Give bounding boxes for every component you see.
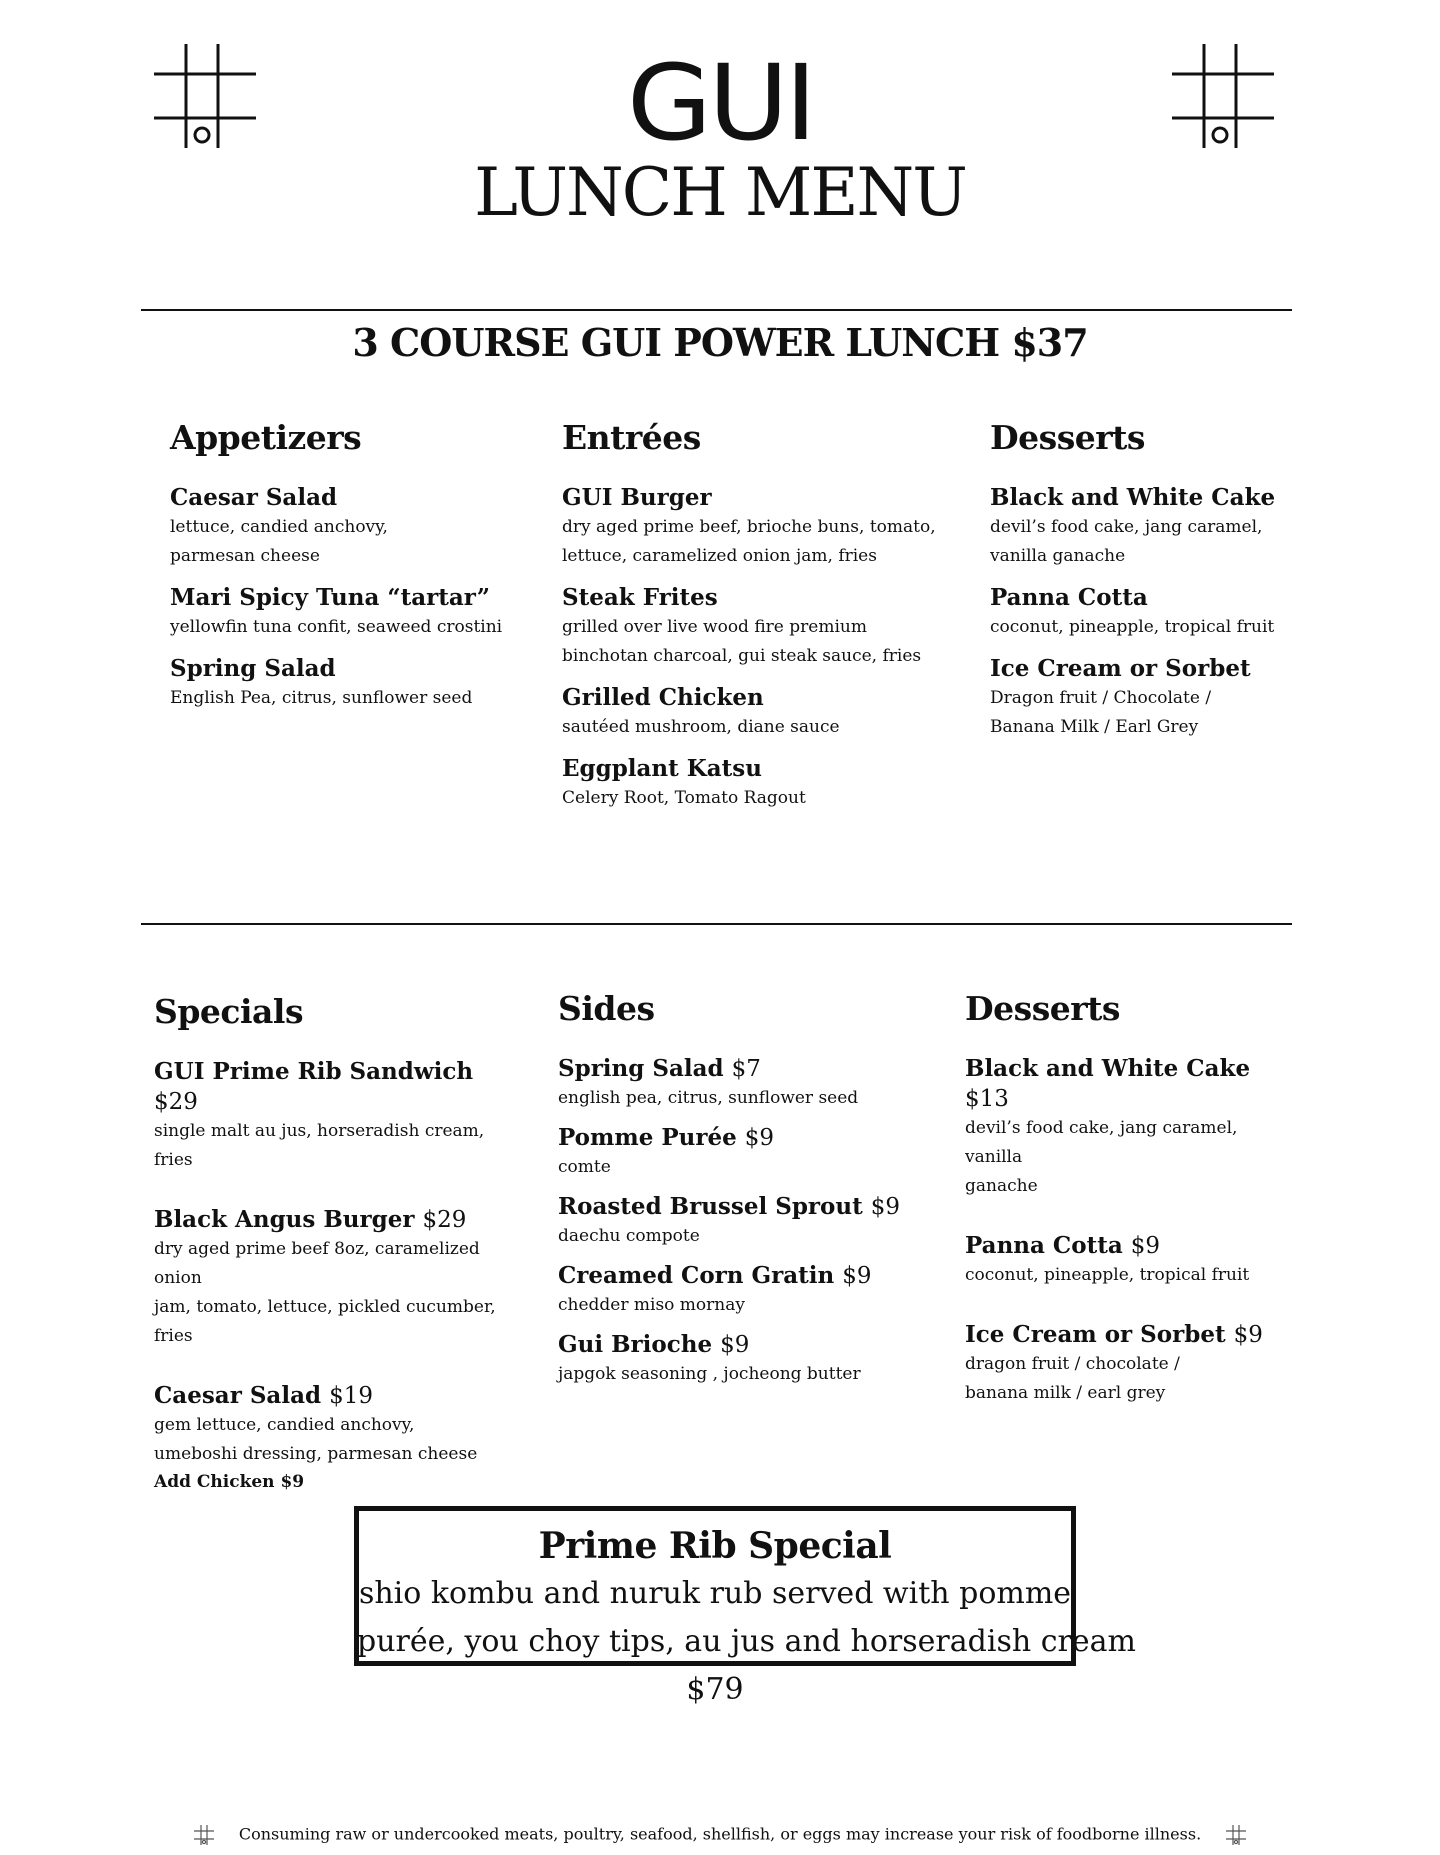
prime-rib-special-box xyxy=(354,1506,1136,1707)
menu-item-name: GUI Burger xyxy=(562,484,712,511)
menu-item-price: $9 xyxy=(842,1263,872,1289)
menu-item xyxy=(965,1054,1295,1201)
menu-item-description: sautéed mushroom, diane sauce xyxy=(562,717,840,737)
menu-item xyxy=(558,1123,938,1182)
section-heading: Sides xyxy=(558,989,655,1028)
brand-logo-text: GUI xyxy=(626,42,814,164)
section-heading: Appetizers xyxy=(170,418,362,457)
a-la-carte-desserts-column xyxy=(965,989,1295,1438)
menu-item-name-line xyxy=(154,1381,514,1411)
menu-item-description: banana milk / earl grey xyxy=(965,1383,1166,1403)
menu-item-description: devil’s food cake, jang caramel, vanilla xyxy=(965,1118,1238,1167)
menu-item-description: devil’s food cake, jang caramel, xyxy=(990,517,1263,537)
menu-item-name-line xyxy=(965,1320,1295,1350)
menu-item-name-line xyxy=(990,583,1310,613)
menu-item-description: chedder miso mornay xyxy=(558,1295,745,1315)
menu-item-name: Spring Salad xyxy=(558,1055,724,1082)
menu-item-description: japgok seasoning , jocheong butter xyxy=(558,1364,861,1384)
menu-item-description: daechu compote xyxy=(558,1226,700,1246)
menu-item-price: $9 xyxy=(720,1332,750,1358)
menu-item-name-line xyxy=(562,683,942,713)
menu-item xyxy=(558,1192,938,1251)
menu-item-name-line xyxy=(965,1054,1295,1114)
menu-item-price: $29 xyxy=(154,1089,198,1115)
menu-item xyxy=(558,1330,938,1389)
menu-item xyxy=(154,1381,514,1495)
menu-item xyxy=(170,583,530,642)
special-desc-line: shio kombu and nuruk rub served with pomme xyxy=(358,1576,1072,1611)
menu-item-name-line xyxy=(170,654,530,684)
menu-item-description: Banana Milk / Earl Grey xyxy=(990,717,1199,737)
menu-item-name-line xyxy=(558,1123,938,1153)
menu-item-name-line xyxy=(558,1192,938,1222)
section-heading: Specials xyxy=(154,992,304,1031)
menu-item xyxy=(170,483,530,571)
page-title: LUNCH MENU xyxy=(474,154,966,231)
footer xyxy=(0,1824,1440,1846)
section-heading: Desserts xyxy=(990,418,1145,457)
section-heading: Desserts xyxy=(965,989,1120,1028)
menu-item xyxy=(965,1231,1295,1290)
menu-item-description: grilled over live wood fire premium xyxy=(562,617,867,637)
menu-item-description: single malt au jus, horseradish cream, fries xyxy=(154,1121,485,1170)
menu-item-price: $29 xyxy=(422,1207,467,1233)
section-heading: Entrées xyxy=(562,418,701,457)
menu-item-name: Panna Cotta xyxy=(990,584,1148,611)
hash-grid-icon xyxy=(1225,1824,1247,1846)
menu-item xyxy=(558,1054,938,1113)
menu-item-name-line xyxy=(965,1231,1295,1261)
menu-item-description: Celery Root, Tomato Ragout xyxy=(562,788,806,808)
menu-item-name: Ice Cream or Sorbet xyxy=(990,655,1251,682)
menu-item xyxy=(562,683,942,742)
menu-item-description: yellowfin tuna confit, seaweed crostini xyxy=(170,617,503,637)
menu-item-name-line xyxy=(562,754,942,784)
menu-item-name: Caesar Salad xyxy=(170,484,338,511)
menu-item-name-line xyxy=(170,583,530,613)
menu-item-name: GUI Prime Rib Sandwich xyxy=(154,1058,474,1085)
menu-item xyxy=(965,1320,1295,1408)
menu-item-name-line xyxy=(558,1330,938,1360)
menu-item xyxy=(558,1261,938,1320)
special-desc-line: purée, you choy tips, au jus and horseradish cream xyxy=(357,1624,1136,1659)
menu-item-description: binchotan charcoal, gui steak sauce, fries xyxy=(562,646,922,666)
prix-fixe-desserts-column xyxy=(990,418,1310,754)
menu-item-description: comte xyxy=(558,1157,611,1177)
sides-column xyxy=(558,989,938,1399)
menu-item-description: english pea, citrus, sunflower seed xyxy=(558,1088,859,1108)
menu-item-name: Roasted Brussel Sprout xyxy=(558,1193,863,1220)
menu-item-description: dragon fruit / chocolate / xyxy=(965,1354,1180,1374)
special-price: $79 xyxy=(686,1672,744,1707)
prix-fixe-title: 3 COURSE GUI POWER LUNCH $37 xyxy=(352,320,1088,365)
menu-item-description: coconut, pineapple, tropical fruit xyxy=(990,617,1275,637)
menu-item xyxy=(154,1205,514,1351)
menu-item-name: Spring Salad xyxy=(170,655,336,682)
menu-item-name: Grilled Chicken xyxy=(562,684,764,711)
menu-item-description: vanilla ganache xyxy=(990,546,1126,566)
divider xyxy=(141,309,1292,311)
menu-item xyxy=(990,583,1310,642)
footer-notice: Consuming raw or undercooked meats, poultry, seafood, shellfish, or eggs may increase your risk of foodborne illness. xyxy=(238,1824,1202,1844)
entrees-column xyxy=(562,418,942,825)
menu-item-description: dry aged prime beef 8oz, caramelized onion xyxy=(154,1239,480,1288)
menu-item-price: $19 xyxy=(329,1383,373,1409)
menu-item xyxy=(562,754,942,813)
menu-item-name: Black and White Cake xyxy=(990,484,1276,511)
menu-item xyxy=(562,583,942,671)
menu-item-description: lettuce, candied anchovy, xyxy=(170,517,388,537)
menu-item-name: Ice Cream or Sorbet xyxy=(965,1321,1226,1348)
menu-item-description: lettuce, caramelized onion jam, fries xyxy=(562,546,877,566)
menu-item-price: $7 xyxy=(731,1056,761,1082)
menu-item-price: $9 xyxy=(744,1125,775,1151)
menu-item-name-line xyxy=(154,1205,514,1235)
menu-item-description: gem lettuce, candied anchovy, xyxy=(154,1415,415,1435)
menu-item-description: dry aged prime beef, brioche buns, tomato, xyxy=(562,517,936,537)
menu-item-name: Gui Brioche xyxy=(558,1331,713,1358)
menu-item-price: $9 xyxy=(1130,1233,1161,1259)
menu-item-name-line xyxy=(562,483,942,513)
menu-item-name: Caesar Salad xyxy=(154,1382,322,1409)
divider xyxy=(141,923,1292,925)
menu-item-name: Black Angus Burger xyxy=(154,1206,415,1233)
menu-item-name: Black and White Cake xyxy=(965,1055,1251,1082)
menu-item xyxy=(990,654,1310,742)
special-title: Prime Rib Special xyxy=(538,1525,892,1567)
menu-item-price: $9 xyxy=(870,1194,901,1220)
menu-item xyxy=(562,483,942,571)
menu-item-description: umeboshi dressing, parmesan cheese xyxy=(154,1444,478,1464)
menu-item-description: jam, tomato, lettuce, pickled cucumber, fries xyxy=(154,1297,496,1346)
menu-item-price: $13 xyxy=(965,1086,1009,1112)
menu-item xyxy=(990,483,1310,571)
menu-item-name: Pomme Purée xyxy=(558,1124,737,1151)
menu-item-name-line xyxy=(562,583,942,613)
menu-item-name: Creamed Corn Gratin xyxy=(558,1262,835,1289)
menu-item-name-line xyxy=(558,1261,938,1291)
menu-item-name: Mari Spicy Tuna “tartar” xyxy=(170,584,490,611)
menu-item-name-line xyxy=(990,483,1310,513)
appetizers-column xyxy=(170,418,530,725)
menu-item-name-line xyxy=(990,654,1310,684)
hash-grid-icon xyxy=(193,1824,215,1846)
menu-item-price: $9 xyxy=(1233,1322,1263,1348)
menu-item-name: Steak Frites xyxy=(562,584,718,611)
menu-item-name-line xyxy=(558,1054,938,1084)
menu-item-description: English Pea, citrus, sunflower seed xyxy=(170,688,473,708)
menu-item-name: Panna Cotta xyxy=(965,1232,1123,1259)
menu-item-description: parmesan cheese xyxy=(170,546,320,566)
menu-item-description: ganache xyxy=(965,1176,1038,1196)
menu-item xyxy=(154,1057,514,1175)
menu-item-name: Eggplant Katsu xyxy=(562,755,762,782)
menu-item-description: coconut, pineapple, tropical fruit xyxy=(965,1265,1250,1285)
specials-column xyxy=(154,992,514,1525)
menu-item-addon: Add Chicken $9 xyxy=(154,1472,305,1492)
menu-item-description: Dragon fruit / Chocolate / xyxy=(990,688,1212,708)
menu-item xyxy=(170,654,530,713)
menu-item-name-line xyxy=(154,1057,514,1117)
menu-item-name-line xyxy=(170,483,530,513)
